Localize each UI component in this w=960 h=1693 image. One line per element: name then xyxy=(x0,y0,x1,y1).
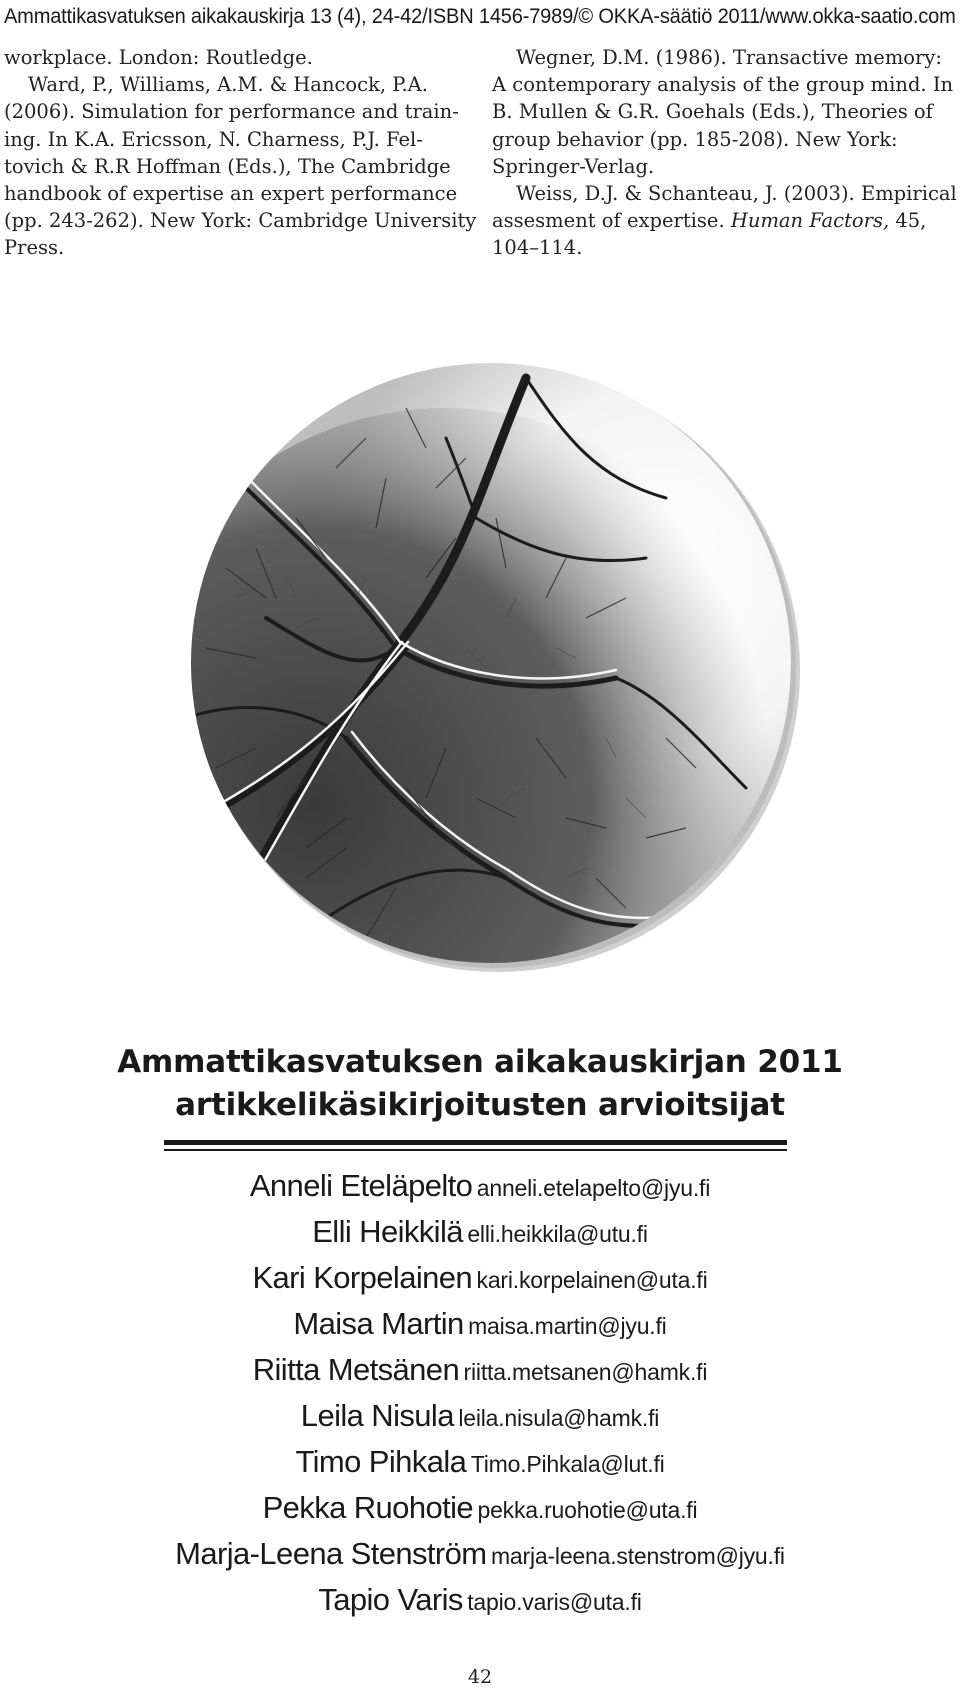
reviewer-name: Maisa Martin xyxy=(293,1306,464,1341)
reviewer-email: marja-leena.stenstrom@jyu.fi xyxy=(490,1543,785,1569)
reviewer-entry xyxy=(0,1214,960,1250)
journal-title: Human Factors, xyxy=(730,209,890,233)
page-number: 42 xyxy=(467,1666,493,1688)
reviewer-email: leila.nisula@hamk.fi xyxy=(458,1405,660,1431)
reference-line: (2006). Simulation for performance and train- xyxy=(4,100,459,124)
reviewer-name: Kari Korpelainen xyxy=(252,1260,473,1295)
reviewer-email: kari.korpelainen@uta.fi xyxy=(476,1267,708,1293)
reference-line: ing. In K.A. Ericsson, N. Charness, P.J. Fel- xyxy=(4,127,423,151)
reviewer-entry xyxy=(0,1398,960,1434)
reference-line: (pp. 243-262). New York: Cambridge University xyxy=(4,209,477,233)
reference-text: 45, xyxy=(889,209,927,233)
reviewer-email: elli.heikkila@utu.fi xyxy=(467,1221,648,1247)
reviewer-email: maisa.martin@jyu.fi xyxy=(468,1313,667,1339)
snowy-tree-branches-photo xyxy=(146,318,836,1008)
section-title-line-1: Ammattikasvatuksen aikakauskirjan 2011 xyxy=(117,1044,843,1080)
reference-line: Ward, P., Williams, A.M. & Hancock, P.A. xyxy=(28,73,428,97)
reference-line: A contemporary analysis of the group mind. In xyxy=(492,73,954,97)
reference-line: tovich & R.R Hoffman (Eds.), The Cambridge xyxy=(4,154,451,178)
reviewer-entry xyxy=(0,1352,960,1388)
reviewer-name: Riitta Metsänen xyxy=(252,1352,460,1387)
reference-line: Press. xyxy=(4,236,65,260)
reviewer-entry xyxy=(0,1582,960,1618)
reviewer-entry xyxy=(0,1260,960,1296)
title-underline-thin xyxy=(164,1149,787,1151)
reviewer-name: Anneli Eteläpelto xyxy=(249,1168,473,1203)
reference-line: workplace. London: Routledge. xyxy=(4,46,313,69)
reference-line: 104–114. xyxy=(492,236,583,260)
reviewer-entry xyxy=(0,1306,960,1342)
reference-line: handbook of expertise an expert performance xyxy=(4,182,458,206)
reference-line: Springer-Verlag. xyxy=(492,154,655,178)
reviewer-entry xyxy=(0,1168,960,1204)
reviewer-name: Elli Heikkilä xyxy=(312,1214,463,1249)
section-title-line-2: artikkelikäsikirjoitusten arvioitsijat xyxy=(175,1087,785,1123)
reviewer-entry xyxy=(0,1444,960,1480)
reference-line: group behavior (pp. 185-208). New York: xyxy=(492,127,898,151)
reference-line xyxy=(492,207,954,234)
running-header: Ammattikasvatuksen aikakauskirja 13 (4), 24-42/ISBN 1456-7989/© OKKA-säätiö 2011/www.okka-saatio.com xyxy=(4,5,956,28)
reviewer-email: tapio.varis@uta.fi xyxy=(467,1589,642,1615)
references-left-column xyxy=(4,44,477,262)
reference-text: assesment of expertise. xyxy=(492,209,731,233)
reviewer-email: pekka.ruohotie@uta.fi xyxy=(477,1497,698,1523)
reviewer-name: Leila Nisula xyxy=(300,1398,454,1433)
reviewer-email: riitta.metsanen@hamk.fi xyxy=(463,1359,708,1385)
reviewer-email: anneli.etelapelto@jyu.fi xyxy=(476,1175,711,1201)
reviewer-email: Timo.Pihkala@lut.fi xyxy=(470,1451,665,1477)
reviewer-name: Tapio Varis xyxy=(318,1582,463,1617)
reviewer-name: Marja-Leena Stenström xyxy=(175,1536,487,1571)
reference-line: B. Mullen & G.R. Goehals (Eds.), Theories of xyxy=(492,100,933,124)
title-underline-thick xyxy=(164,1140,787,1145)
reference-line: Wegner, D.M. (1986). Transactive memory: xyxy=(516,46,942,69)
reviewer-entry xyxy=(0,1490,960,1526)
reference-line: Weiss, D.J. & Schanteau, J. (2003). Empirical xyxy=(516,182,957,206)
reviewer-entry xyxy=(0,1536,960,1572)
references-right-column xyxy=(492,44,957,262)
reviewer-name: Pekka Ruohotie xyxy=(262,1490,474,1525)
reviewer-name: Timo Pihkala xyxy=(295,1444,467,1479)
